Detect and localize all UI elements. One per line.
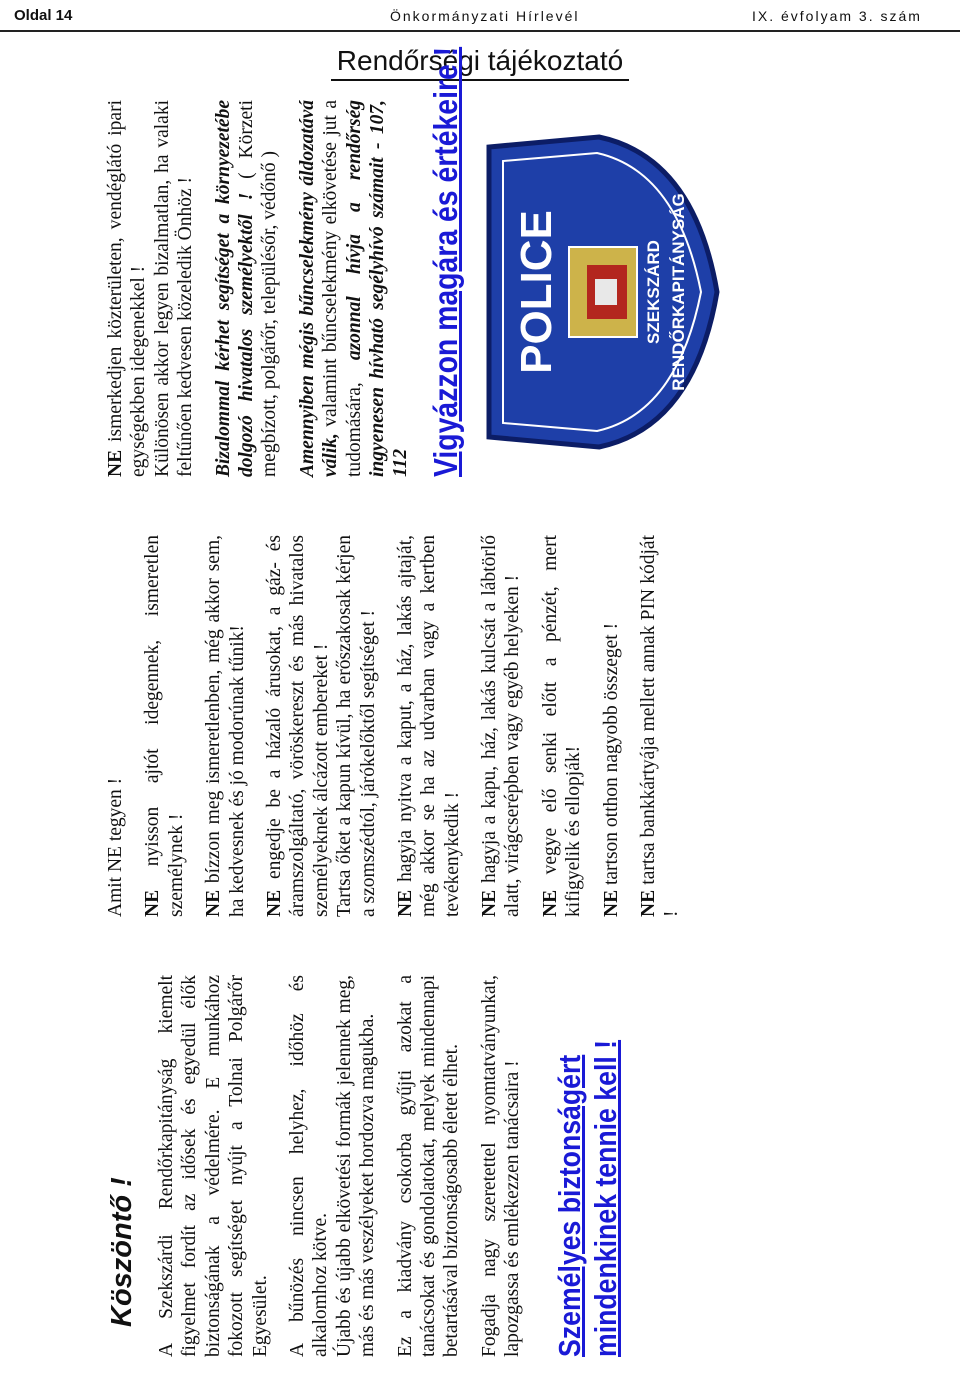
issue-label: IX. évfolyam 3. szám [752, 8, 922, 24]
page-header [0, 0, 960, 40]
ne-label: NE [394, 889, 416, 917]
ne-label: NE [263, 889, 285, 917]
emergency-numbers-text: azonnal hívja a rendőrség ingyenesen hívható segélyhívó számait - 107, 112 [343, 100, 412, 477]
advice-paragraph-4 [296, 100, 413, 477]
advice-paragraph-1 [104, 100, 151, 477]
advice-text: valamint bűncselekmény elkövetése jut a tudomására, [320, 100, 365, 477]
dont-text: tartsa bankkártyája mellett annak PIN kódját ! [638, 535, 683, 917]
police-badge-logo [479, 127, 724, 457]
ne-label: NE [105, 449, 126, 477]
dont-text: vegye elő senki előtt a pénzét, mert kifigyelik és ellopják! [539, 535, 585, 917]
slogan-protect-yourself: Vigyázzon magára és értékeire ! [426, 46, 464, 477]
dont-text: nyisson ajtót idegennek, ismeretlen személynek ! [142, 535, 187, 917]
advice-text: ( Körzeti megbízott, polgárőr, településőr, védőnő ) [235, 100, 281, 477]
dont-item [263, 535, 380, 917]
badge-police-text: POLICE [511, 210, 561, 374]
page-number: Oldal 14 [14, 7, 73, 24]
ne-label: NE [600, 889, 622, 917]
welcome-paragraph-2: A bűnözés nincsen helyhez, időhöz és alkalomhoz kötve. Újabb és újabb elkövetési formák jelennek meg, más és más veszélyeket hordozva magukba. [286, 975, 379, 1357]
ne-label: NE [142, 889, 164, 917]
page-title-text: Rendőrségi tájékoztató [331, 45, 629, 81]
advice-bold-text: Bizalommal kérhet segítséget a környezetébe dolgozó hivatalos személyektől ! [212, 100, 257, 477]
dont-item [478, 535, 525, 917]
page-title [0, 45, 960, 81]
advice-paragraph-2: Különösen akkor legyen bizalmatlan, ha valaki feltűnően kedvesen közeledik Önhöz ! [151, 100, 197, 477]
ne-label: NE [479, 889, 501, 917]
welcome-heading: Köszöntő ! [106, 1177, 138, 1327]
dont-item [394, 535, 464, 917]
column-donts [104, 535, 924, 917]
advice-bold-text: Amennyiben mégis bűncselekmény áldozatává válik, [296, 100, 342, 477]
advice-paragraph-3 [212, 100, 282, 477]
badge-arc-text: SZEKSZÁRD [643, 240, 663, 344]
dont-item [202, 535, 249, 917]
welcome-paragraph-4: Fogadja nagy szeretettel nyomtatványunkat, lapozgassa és emlékezzen tanácsaira ! [478, 975, 524, 1357]
badge-bottom-text: RENDŐRKAPITÁNYSÁG [668, 193, 688, 391]
advice-text: ismerkedjen közterületen, vendéglátó ipari egységekben idegenekkel ! [105, 100, 150, 477]
magazine-title: Önkormányzati Hírlevél [390, 8, 580, 24]
dont-text: hagyja a kapu, ház, lakás kulcsát a lábtörlő alatt, virágcserépben vagy egyéb helyeken ! [479, 535, 524, 917]
donts-intro [104, 535, 127, 917]
ne-label: NE [539, 889, 561, 917]
slogan-personal-safety: Személyes biztonságért [552, 1054, 588, 1357]
dont-text: hagyja nyitva a kaput, a ház, lakás ajtaját, még akkor se ha az udvarban vagy a kertben tevékenykedik ! [394, 535, 463, 917]
dont-text: tartson otthon nagyobb összeget ! [600, 622, 622, 890]
dont-item [539, 535, 586, 917]
welcome-paragraph-1: A Szekszárdi Rendőrkapitányság kiemelt figyelmet fordít az idősek és egyedül élők biztonságának a védelmére. E munkához fokozott segítséget nyújt a Tolnai Polgárőr Egyesület. [156, 975, 271, 1357]
donts-intro-text: Amit NE tegyen ! [105, 777, 126, 917]
dont-item [637, 535, 684, 917]
ne-label: NE [203, 889, 225, 917]
ne-label: NE [638, 889, 660, 917]
header-rule [0, 30, 960, 32]
welcome-paragraph-3: Ez a kiadvány csokorba gyűjti azokat a tanácsokat és gondolatokat, melyek mindennapi betartásával biztonságosabb életet élhet. [394, 975, 463, 1357]
dont-item [141, 535, 188, 917]
dont-item [600, 535, 623, 917]
slogan-everyone-must: mindenkinek tennie kell ! [588, 1039, 624, 1357]
dont-text: bízzon meg ismeretlenben, még akkor sem, ha kedvesnek és jó modorúnak tűnik! [203, 535, 248, 917]
column-welcome [104, 975, 924, 1357]
dont-text: engedje be a házaló árusokat, a gáz- és áramszolgáltató, vöröskereszt és más hivatalos személyeknek álcázott embereket ! Tartsa őket a kapun kívül, ha erőszakosak kérjen a szomszédtól, járókelőktől segítséget ! [263, 535, 379, 917]
